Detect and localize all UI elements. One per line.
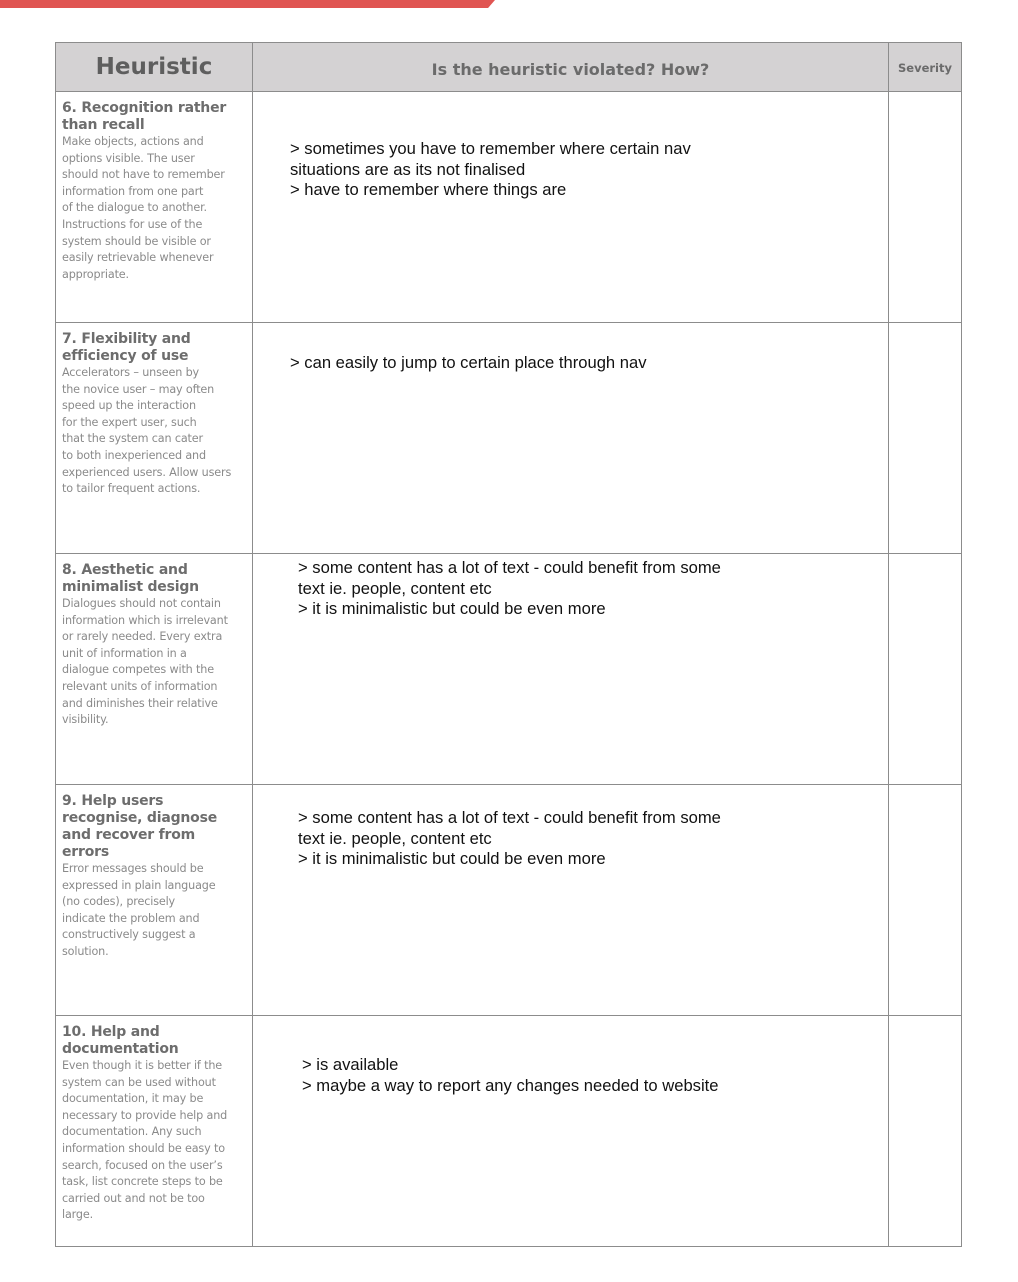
heuristic-description: Accelerators – unseen by the novice user – may often speed up the interaction for the expert user, such that the system can cater to both inexperienced and experienced users. Allow users to tailor frequent actions. [62, 366, 232, 496]
header-violation-question: Is the heuristic violated? How? [253, 43, 889, 91]
table-row [56, 553, 961, 784]
table-row [56, 1015, 961, 1246]
violation-notes: > can easily to jump to certain place through nav [290, 353, 647, 372]
violation-notes: > is available > maybe a way to report any changes needed to website [302, 1055, 719, 1095]
severity-cell[interactable] [889, 1016, 961, 1246]
severity-cell[interactable] [889, 92, 961, 322]
table-row [56, 91, 961, 322]
violation-cell[interactable] [253, 554, 889, 784]
heuristic-cell [56, 323, 253, 553]
violation-cell[interactable] [253, 323, 889, 553]
heuristic-title: 9. Help users recognise, diagnose and recover from errors [62, 793, 218, 860]
heuristic-description: Dialogues should not contain information which is irrelevant or rarely needed. Every extra unit of information in a dialogue competes with the relevant units of information and diminishes their relative visibility. [62, 597, 228, 727]
heuristic-title: 10. Help and documentation [62, 1024, 179, 1057]
heuristic-description: Error messages should be expressed in plain language (no codes), precisely indicate the problem and constructively suggest a solution. [62, 862, 216, 958]
heuristic-description: Make objects, actions and options visible. The user should not have to remember information from one part of the dialogue to another. Instructions for use of the system should be visible or easily retrievable whenever appropriate. [62, 135, 225, 281]
violation-cell[interactable] [253, 1016, 889, 1246]
heuristic-cell [56, 554, 253, 784]
violation-notes: > some content has a lot of text - could benefit from some text ie. people, content etc > it is minimalistic but could be even more [298, 558, 721, 618]
table-row [56, 322, 961, 553]
table-header-row [56, 43, 961, 91]
heuristic-title: 7. Flexibility and efficiency of use [62, 331, 191, 364]
table-row [56, 784, 961, 1015]
severity-cell[interactable] [889, 554, 961, 784]
violation-notes: > sometimes you have to remember where certain nav situations are as its not finalised > have to remember where things are [290, 139, 691, 199]
violation-cell[interactable] [253, 92, 889, 322]
heuristic-evaluation-table [55, 42, 962, 1247]
heuristic-cell [56, 1016, 253, 1246]
violation-notes: > some content has a lot of text - could benefit from some text ie. people, content etc > it is minimalistic but could be even more [298, 808, 721, 868]
severity-cell[interactable] [889, 785, 961, 1015]
heuristic-description: Even though it is better if the system can be used without documentation, it may be necessary to provide help and documentation. Any such information should be easy to search, focused on the user’s task, list concrete steps to be carried out and not be too large. [62, 1059, 228, 1222]
violation-cell[interactable] [253, 785, 889, 1015]
header-severity: Severity [898, 61, 952, 75]
heuristic-title: 6. Recognition rather than recall [62, 100, 227, 133]
heuristic-cell [56, 785, 253, 1015]
header-heuristic: Heuristic [56, 43, 253, 91]
heuristic-cell [56, 92, 253, 322]
accent-bar [0, 0, 495, 8]
heuristic-title: 8. Aesthetic and minimalist design [62, 562, 199, 595]
severity-cell[interactable] [889, 323, 961, 553]
